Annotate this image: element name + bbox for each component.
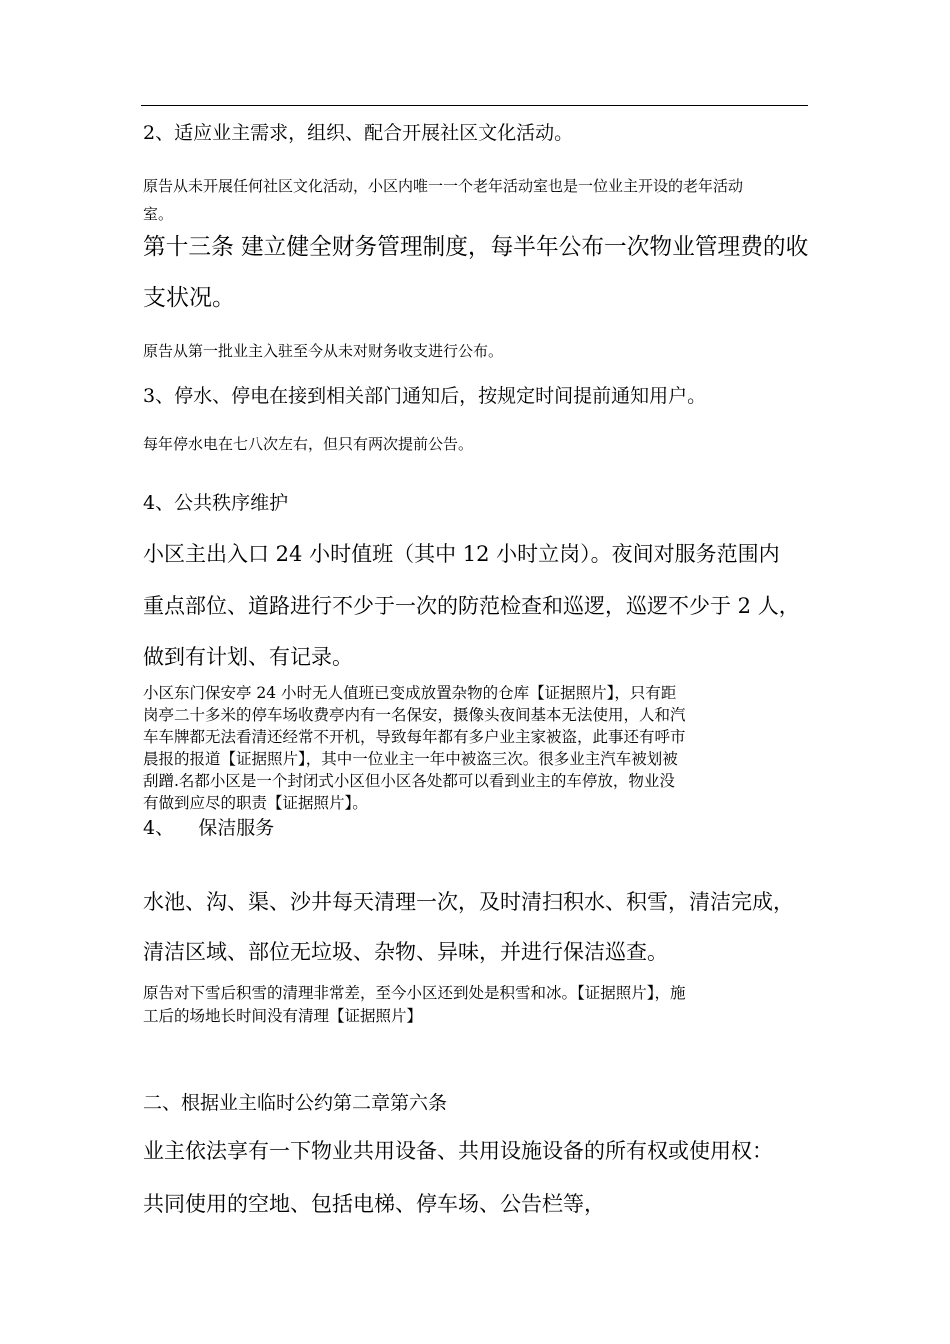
clause-text: 清洁区域、部位无垃圾、杂物、异味，并进行保洁巡查。 (143, 940, 668, 964)
plaintiff-note: 原告从第一批业主入驻至今从未对财务收支进行公布。 (143, 342, 504, 360)
header-rule (141, 105, 808, 106)
item-3-heading: 3、停水、停电在接到相关部门通知后，按规定时间提前通知用户。 (143, 385, 707, 407)
plaintiff-note: 每年停水电在七八次左右，但只有两次提前公告。 (143, 435, 474, 453)
evidence-paragraph: 岗亭二十多米的停车场收费亭内有一名保安，摄像头夜间基本无法使用，人和汽 (143, 706, 686, 724)
clause-text: 共同使用的空地、包括电梯、停车场、公告栏等， (143, 1192, 605, 1216)
clause-text: 小区主出入口 24 小时值班（其中 12 小时立岗）。夜间对服务范围内 (143, 542, 780, 566)
cleaning-heading: 4、 保洁服务 (143, 817, 275, 839)
plaintiff-note: 原告从未开展任何社区文化活动，小区内唯一一个老年活动室也是一位业主开设的老年活动 (143, 177, 744, 195)
section-2-heading: 二、根据业主临时公约第二章第六条 (143, 1092, 448, 1114)
evidence-paragraph: 原告对下雪后积雪的清理非常差，至今小区还到处是积雪和冰。【证据照片】，施 (143, 984, 686, 1002)
article-13-heading: 支状况。 (143, 285, 235, 311)
item-4-heading: 4、公共秩序维护 (143, 492, 289, 514)
evidence-paragraph: 小区东门保安亭 24 小时无人值班已变成放置杂物的仓库【证据照片】，只有距 (143, 684, 677, 702)
clause-text: 业主依法享有一下物业共用设备、共用设施设备的所有权或使用权： (143, 1139, 773, 1163)
evidence-paragraph: 工后的场地长时间没有清理【证据照片】 (143, 1007, 423, 1025)
evidence-paragraph: 有做到应尽的职责【证据照片】。 (143, 794, 368, 812)
evidence-paragraph: 刮蹭.名都小区是一个封闭式小区但小区各处都可以看到业主的车停放，物业没 (143, 772, 675, 790)
clause-text: 重点部位、道路进行不少于一次的防范检查和巡逻，巡逻不少于 2 人， (143, 594, 800, 618)
item-2-heading: 2、适应业主需求，组织、配合开展社区文化活动。 (143, 122, 574, 144)
clause-text: 做到有计划、有记录。 (143, 645, 353, 669)
article-13-heading: 第十三条 建立健全财务管理制度，每半年公布一次物业管理费的收 (143, 234, 809, 260)
plaintiff-note: 室。 (143, 205, 174, 223)
evidence-paragraph: 车车牌都无法看清还经常不开机，导致每年都有多户业主家被盗，此事还有呼市 (143, 728, 686, 746)
evidence-paragraph: 晨报的报道【证据照片】，其中一位业主一年中被盗三次。很多业主汽车被划被 (143, 750, 678, 768)
clause-text: 水池、沟、渠、沙井每天清理一次，及时清扫积水、积雪，清洁完成， (143, 890, 794, 914)
